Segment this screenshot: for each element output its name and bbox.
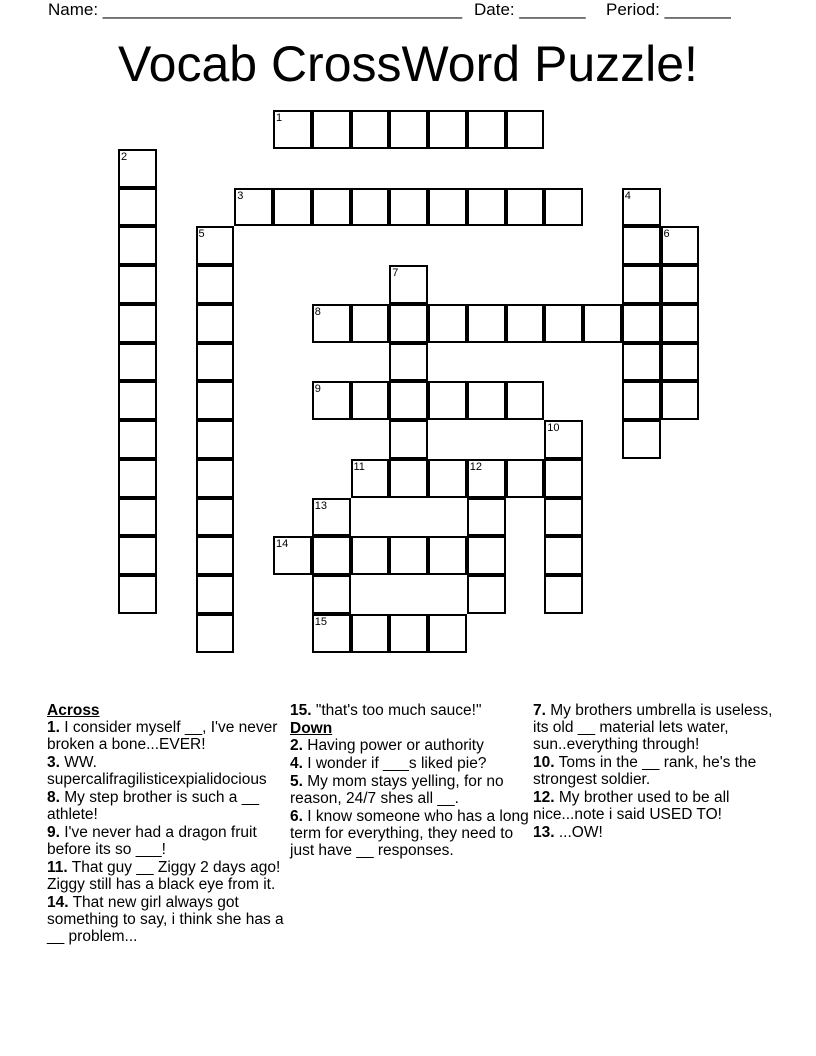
grid-cell[interactable] bbox=[661, 226, 700, 265]
clue-number: 9 bbox=[314, 383, 321, 396]
grid-cell[interactable] bbox=[622, 381, 661, 420]
grid-cell[interactable] bbox=[273, 110, 312, 149]
grid-cell[interactable] bbox=[118, 226, 157, 265]
grid-cell[interactable] bbox=[196, 614, 235, 653]
grid-cell[interactable] bbox=[196, 575, 235, 614]
grid-cell[interactable] bbox=[118, 459, 157, 498]
grid-cell[interactable] bbox=[389, 381, 428, 420]
grid-cell[interactable] bbox=[312, 498, 351, 537]
grid-cell[interactable] bbox=[351, 304, 390, 343]
grid-cell[interactable] bbox=[389, 614, 428, 653]
grid-cell[interactable] bbox=[312, 536, 351, 575]
grid-cell[interactable] bbox=[583, 304, 622, 343]
page-title: Vocab CrossWord Puzzle! bbox=[118, 36, 698, 92]
clue-number: 1 bbox=[276, 112, 283, 124]
grid-cell[interactable] bbox=[389, 536, 428, 575]
grid-cell[interactable] bbox=[467, 381, 506, 420]
clue-down-4: 4. I wonder if ___s liked pie? bbox=[290, 755, 487, 772]
grid-cell[interactable] bbox=[544, 575, 583, 614]
grid-cell[interactable] bbox=[196, 459, 235, 498]
clue-number: 3 bbox=[237, 189, 244, 202]
grid-cell[interactable] bbox=[234, 188, 273, 227]
clue-across-14: 14. That new girl always got something to say, i think she has a __ problem... bbox=[47, 894, 284, 945]
grid-cell[interactable] bbox=[661, 381, 700, 420]
clue-across-11: 11. That guy __ Ziggy 2 days ago! Ziggy still has a black eye from it. bbox=[47, 859, 281, 893]
grid-cell[interactable] bbox=[428, 110, 467, 149]
grid-cell[interactable] bbox=[196, 536, 235, 575]
grid-cell[interactable] bbox=[351, 536, 390, 575]
grid-cell[interactable] bbox=[622, 343, 661, 382]
grid-cell[interactable] bbox=[312, 614, 351, 653]
grid-cell[interactable] bbox=[544, 304, 583, 343]
grid-cell[interactable] bbox=[467, 459, 506, 498]
grid-cell[interactable] bbox=[467, 188, 506, 227]
grid-cell[interactable] bbox=[196, 381, 235, 420]
grid-cell[interactable] bbox=[622, 265, 661, 304]
clues-column-2 bbox=[290, 702, 530, 860]
clue-across-3: 3. WW. supercalifragilisticexpialidocious bbox=[47, 754, 267, 788]
clue-number: 8 bbox=[314, 305, 321, 318]
grid-cell[interactable] bbox=[622, 188, 661, 227]
grid-cell[interactable] bbox=[196, 226, 235, 265]
grid-cell[interactable] bbox=[196, 304, 235, 343]
grid-cell[interactable] bbox=[428, 459, 467, 498]
grid-cell[interactable] bbox=[661, 343, 700, 382]
clue-number: 2 bbox=[121, 150, 128, 163]
grid-cell[interactable] bbox=[273, 188, 312, 227]
clue-number: 5 bbox=[198, 228, 205, 241]
grid-cell[interactable] bbox=[467, 536, 506, 575]
clue-number: 6 bbox=[663, 228, 670, 241]
clue-across-1: 1. I consider myself __, I've never broken a bone...EVER! bbox=[47, 719, 278, 753]
clue-down-5: 5. My mom stays yelling, for no reason, 24/7 shes all __. bbox=[290, 773, 504, 807]
down-heading: Down bbox=[290, 720, 333, 737]
clue-down-13: 13. ...OW! bbox=[533, 824, 603, 841]
grid-cell[interactable] bbox=[118, 536, 157, 575]
grid-cell[interactable] bbox=[389, 459, 428, 498]
grid-cell[interactable] bbox=[351, 381, 390, 420]
clue-number: 11 bbox=[353, 460, 365, 473]
grid-cell[interactable] bbox=[351, 188, 390, 227]
clue-down-2: 2. Having power or authority bbox=[290, 737, 484, 754]
grid-cell[interactable] bbox=[428, 614, 467, 653]
grid-cell[interactable] bbox=[428, 304, 467, 343]
grid-cell[interactable] bbox=[389, 110, 428, 149]
grid-cell[interactable] bbox=[467, 304, 506, 343]
grid-cell[interactable] bbox=[661, 304, 700, 343]
clue-across-15: 15. "that's too much sauce!" bbox=[290, 702, 482, 719]
grid-cell[interactable] bbox=[118, 265, 157, 304]
grid-cell[interactable] bbox=[544, 459, 583, 498]
grid-cell[interactable] bbox=[312, 575, 351, 614]
grid-cell[interactable] bbox=[196, 265, 235, 304]
name-field[interactable]: Name: ______________________________________ bbox=[48, 0, 463, 19]
grid-cell[interactable] bbox=[544, 498, 583, 537]
grid-cell[interactable] bbox=[118, 575, 157, 614]
clue-down-6: 6. I know someone who has a long term for everything, they need to just have __ responses. bbox=[290, 808, 529, 859]
grid-cell[interactable] bbox=[351, 110, 390, 149]
grid-cell[interactable] bbox=[506, 188, 545, 227]
grid-cell[interactable] bbox=[506, 381, 545, 420]
grid-cell[interactable] bbox=[118, 304, 157, 343]
grid-cell[interactable] bbox=[467, 575, 506, 614]
grid-cell[interactable] bbox=[389, 188, 428, 227]
clue-down-12: 12. My brother used to be all nice...note i said USED TO! bbox=[533, 789, 730, 823]
clue-number: 15 bbox=[314, 615, 327, 628]
grid-cell[interactable] bbox=[312, 304, 351, 343]
grid-cell[interactable] bbox=[544, 188, 583, 227]
grid-cell[interactable] bbox=[428, 188, 467, 227]
clue-across-8: 8. My step brother is such a __ athlete! bbox=[47, 789, 259, 823]
grid-cell[interactable] bbox=[351, 614, 390, 653]
grid-cell[interactable] bbox=[506, 459, 545, 498]
clue-number: 10 bbox=[547, 422, 560, 434]
grid-cell[interactable] bbox=[196, 498, 235, 537]
clues-column-3 bbox=[533, 702, 773, 842]
grid-cell[interactable] bbox=[389, 304, 428, 343]
grid-cell[interactable] bbox=[118, 420, 157, 459]
clue-down-10: 10. Toms in the __ rank, he's the strongest soldier. bbox=[533, 754, 757, 788]
clue-across-9: 9. I've never had a dragon fruit before its so ___! bbox=[47, 824, 257, 858]
across-heading: Across bbox=[47, 702, 100, 719]
clue-number: 13 bbox=[314, 499, 327, 512]
grid-cell[interactable] bbox=[118, 343, 157, 382]
grid-cell[interactable] bbox=[389, 343, 428, 382]
clue-number: 14 bbox=[276, 538, 289, 551]
grid-cell[interactable] bbox=[428, 381, 467, 420]
grid-cell[interactable] bbox=[196, 420, 235, 459]
grid-cell[interactable] bbox=[389, 265, 428, 304]
clues-column-1 bbox=[47, 702, 287, 946]
clue-number: 4 bbox=[624, 189, 631, 202]
grid-cell[interactable] bbox=[312, 110, 351, 149]
grid-cell[interactable] bbox=[467, 498, 506, 537]
grid-cell[interactable] bbox=[118, 149, 157, 188]
grid-cell[interactable] bbox=[196, 343, 235, 382]
grid-cell[interactable] bbox=[273, 536, 312, 575]
period-field[interactable]: Period: _______ bbox=[606, 0, 731, 19]
grid-cell[interactable] bbox=[622, 226, 661, 265]
clue-number: 7 bbox=[392, 267, 399, 279]
grid-cell[interactable] bbox=[506, 110, 545, 149]
grid-cell[interactable] bbox=[506, 304, 545, 343]
grid-cell[interactable] bbox=[544, 420, 583, 459]
clue-down-7: 7. My brothers umbrella is useless, its old __ material lets water, sun..everything through! bbox=[533, 702, 773, 753]
grid-cell[interactable] bbox=[661, 265, 700, 304]
grid-cell[interactable] bbox=[312, 188, 351, 227]
grid-cell[interactable] bbox=[467, 110, 506, 149]
grid-cell[interactable] bbox=[622, 420, 661, 459]
grid-cell[interactable] bbox=[118, 188, 157, 227]
grid-cell[interactable] bbox=[428, 536, 467, 575]
grid-cell[interactable] bbox=[389, 420, 428, 459]
date-field[interactable]: Date: _______ bbox=[474, 0, 586, 19]
grid-cell[interactable] bbox=[118, 381, 157, 420]
grid-cell[interactable] bbox=[351, 459, 390, 498]
grid-cell[interactable] bbox=[118, 498, 157, 537]
clue-number: 12 bbox=[469, 460, 482, 473]
grid-cell[interactable] bbox=[622, 304, 661, 343]
grid-cell[interactable] bbox=[312, 381, 351, 420]
grid-cell[interactable] bbox=[544, 536, 583, 575]
